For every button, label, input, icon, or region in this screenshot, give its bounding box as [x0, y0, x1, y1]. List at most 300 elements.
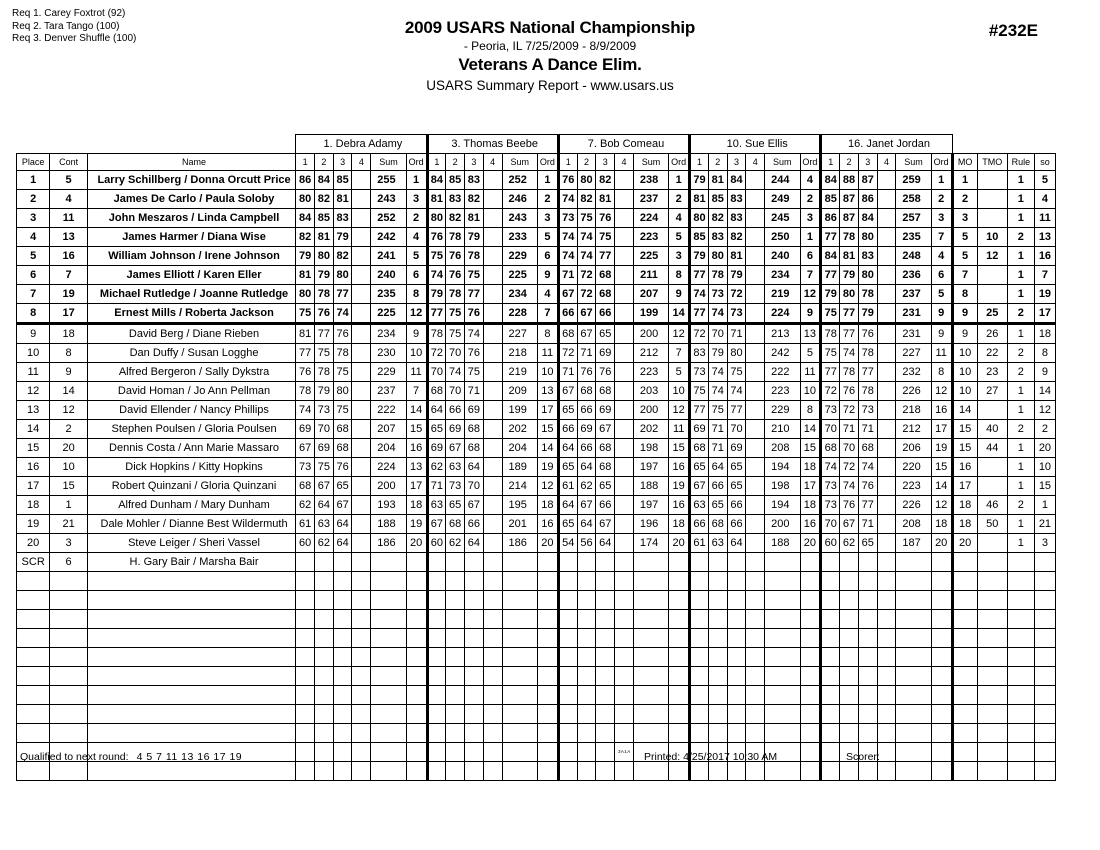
row-so: 16 [1034, 247, 1055, 266]
row-j3-score3: 68 [596, 266, 615, 285]
row-j2-score2: 73 [446, 477, 465, 496]
table-row-empty [17, 667, 1056, 686]
empty-cell [596, 648, 615, 667]
row-j5-ord: 1 [931, 171, 952, 190]
empty-cell [633, 686, 668, 705]
empty-cell [352, 686, 371, 705]
empty-cell [465, 591, 484, 610]
row-j2-score1: 76 [427, 228, 446, 247]
empty-cell [952, 686, 977, 705]
empty-cell [821, 667, 840, 686]
row-j2-score4 [483, 477, 502, 496]
empty-cell [314, 724, 333, 743]
row-j2-score2: 76 [446, 266, 465, 285]
row-j1-sum: 235 [371, 285, 406, 304]
empty-cell [17, 572, 50, 591]
row-rule: 1 [1007, 285, 1034, 304]
empty-cell [840, 591, 859, 610]
empty-cell [50, 724, 88, 743]
row-j4-score1 [690, 553, 709, 572]
empty-cell [727, 667, 746, 686]
empty-cell [977, 686, 1007, 705]
row-j4-score2: 74 [708, 382, 727, 401]
empty-cell [800, 648, 821, 667]
row-contestant-number: 1 [50, 496, 88, 515]
row-j2-ord: 20 [537, 534, 558, 553]
row-j2-score4 [483, 534, 502, 553]
row-mo: 5 [952, 247, 977, 266]
row-j2-score2: 75 [446, 304, 465, 324]
row-j2-score3: 68 [465, 420, 484, 439]
row-j3-score4 [615, 344, 634, 363]
row-j3-sum: 199 [633, 304, 668, 324]
row-j4-ord: 3 [800, 209, 821, 228]
row-skater-names: James De Carlo / Paula Soloby [87, 190, 295, 209]
row-j2-ord: 4 [537, 285, 558, 304]
empty-cell [800, 667, 821, 686]
row-tmo: 10 [977, 228, 1007, 247]
row-so: 21 [1034, 515, 1055, 534]
row-j3-score2: 75 [577, 209, 596, 228]
empty-cell [765, 572, 800, 591]
row-skater-names: Ernest Mills / Roberta Jackson [87, 304, 295, 324]
row-mo [952, 553, 977, 572]
row-j2-score2: 70 [446, 382, 465, 401]
event-number: #232E [988, 21, 1038, 40]
row-j1-score3: 85 [333, 171, 352, 190]
row-j3-sum: 196 [633, 515, 668, 534]
row-skater-names: Dennis Costa / Ann Marie Massaro [87, 439, 295, 458]
row-place: 16 [17, 458, 50, 477]
row-j4-score2: 70 [708, 324, 727, 344]
row-mo: 9 [952, 324, 977, 344]
row-j3-score2: 72 [577, 266, 596, 285]
judge-group-header-4: 10. Sue Ellis [690, 135, 821, 154]
empty-cell [840, 724, 859, 743]
row-skater-names: Stephen Poulsen / Gloria Poulsen [87, 420, 295, 439]
table-row [17, 344, 1056, 363]
empty-cell [669, 667, 690, 686]
row-j2-score1: 77 [427, 304, 446, 324]
column-header-j2-1: 1 [427, 154, 446, 171]
row-j3-score3: 66 [596, 304, 615, 324]
row-j4-score1: 79 [690, 171, 709, 190]
row-j3-score1: 67 [558, 285, 577, 304]
row-j5-sum [896, 553, 931, 572]
row-skater-names: William Johnson / Irene Johnson [87, 247, 295, 266]
row-j4-ord: 1 [800, 228, 821, 247]
empty-cell [465, 629, 484, 648]
row-j5-score4 [877, 190, 896, 209]
row-j3-score1: 74 [558, 228, 577, 247]
row-j5-ord: 7 [931, 228, 952, 247]
empty-cell [858, 591, 877, 610]
empty-cell [314, 686, 333, 705]
row-j2-ord: 16 [537, 515, 558, 534]
row-j3-score4 [615, 477, 634, 496]
row-j1-score1: 75 [296, 304, 315, 324]
empty-cell [669, 686, 690, 705]
row-so: 19 [1034, 285, 1055, 304]
empty-cell [296, 572, 315, 591]
row-rule: 1 [1007, 247, 1034, 266]
row-rule: 2 [1007, 496, 1034, 515]
row-contestant-number: 9 [50, 363, 88, 382]
row-skater-names: Robert Quinzani / Gloria Quinzani [87, 477, 295, 496]
column-header-j2-ord: Ord [537, 154, 558, 171]
empty-cell [727, 591, 746, 610]
row-j1-sum: 186 [371, 534, 406, 553]
row-j4-score1: 81 [690, 190, 709, 209]
empty-cell [821, 705, 840, 724]
row-j3-score1: 73 [558, 209, 577, 228]
row-j1-score3: 76 [333, 458, 352, 477]
row-j2-score3: 70 [465, 477, 484, 496]
row-tmo: 26 [977, 324, 1007, 344]
row-j2-score2: 63 [446, 458, 465, 477]
row-j1-score2: 69 [314, 439, 333, 458]
row-j2-score2 [446, 553, 465, 572]
empty-cell [558, 724, 577, 743]
row-j2-ord: 6 [537, 247, 558, 266]
row-j5-score1: 68 [821, 439, 840, 458]
column-header-j1-ord: Ord [406, 154, 427, 171]
empty-cell [746, 724, 765, 743]
empty-cell [87, 705, 295, 724]
row-j2-score1: 79 [427, 285, 446, 304]
row-j1-score4 [352, 285, 371, 304]
row-j5-score1: 77 [821, 363, 840, 382]
row-skater-names: Michael Rutledge / Joanne Rutledge [87, 285, 295, 304]
row-j2-sum: 189 [502, 458, 537, 477]
empty-cell [1034, 572, 1055, 591]
empty-cell [800, 591, 821, 610]
column-header-j1-1: 1 [296, 154, 315, 171]
column-header-j4-ord: Ord [800, 154, 821, 171]
empty-cell [727, 648, 746, 667]
row-j5-sum: 258 [896, 190, 931, 209]
row-j1-ord: 15 [406, 420, 427, 439]
row-j3-score3: 68 [596, 382, 615, 401]
row-j1-score4 [352, 439, 371, 458]
row-j1-score1: 68 [296, 477, 315, 496]
empty-cell [821, 724, 840, 743]
row-rule: 1 [1007, 171, 1034, 190]
row-contestant-number: 12 [50, 401, 88, 420]
empty-cell [17, 724, 50, 743]
row-j3-sum: 225 [633, 247, 668, 266]
row-j2-score1: 69 [427, 439, 446, 458]
row-j2-ord: 5 [537, 228, 558, 247]
row-j3-score1: 64 [558, 439, 577, 458]
empty-cell [296, 591, 315, 610]
row-rule: 1 [1007, 477, 1034, 496]
row-tmo [977, 209, 1007, 228]
empty-cell [877, 572, 896, 591]
report-header [0, 0, 1100, 120]
empty-cell [296, 667, 315, 686]
row-j1-score1: 80 [296, 285, 315, 304]
empty-cell [633, 591, 668, 610]
row-j1-score4 [352, 324, 371, 344]
empty-cell [896, 648, 931, 667]
row-so: 11 [1034, 209, 1055, 228]
column-header-place: Place [17, 154, 50, 171]
row-place: 9 [17, 324, 50, 344]
empty-cell [333, 705, 352, 724]
empty-cell [800, 629, 821, 648]
column-header-j3-3: 3 [596, 154, 615, 171]
row-j5-score4 [877, 344, 896, 363]
row-j1-sum: 193 [371, 496, 406, 515]
row-j3-score4 [615, 458, 634, 477]
row-j1-ord: 17 [406, 477, 427, 496]
row-j4-score4 [746, 401, 765, 420]
table-row [17, 515, 1056, 534]
row-j1-ord: 12 [406, 304, 427, 324]
row-rule: 2 [1007, 344, 1034, 363]
empty-cell [537, 667, 558, 686]
row-j1-score1: 86 [296, 171, 315, 190]
empty-cell [1007, 667, 1034, 686]
row-so: 2 [1034, 420, 1055, 439]
row-j1-sum: 237 [371, 382, 406, 401]
requirement-line-2: Req 2. Tara Tango (100) [12, 20, 120, 32]
row-rule: 1 [1007, 324, 1034, 344]
column-header-j5-2: 2 [840, 154, 859, 171]
row-j3-score4 [615, 190, 634, 209]
empty-cell [371, 724, 406, 743]
empty-cell [314, 648, 333, 667]
empty-cell [931, 667, 952, 686]
row-contestant-number: 18 [50, 324, 88, 344]
empty-cell [577, 591, 596, 610]
row-so: 4 [1034, 190, 1055, 209]
row-j4-ord: 4 [800, 171, 821, 190]
row-j5-score2: 87 [840, 209, 859, 228]
row-contestant-number: 4 [50, 190, 88, 209]
row-tmo: 25 [977, 304, 1007, 324]
empty-cell [333, 572, 352, 591]
row-j4-sum: 188 [765, 534, 800, 553]
row-j5-score4 [877, 496, 896, 515]
row-j1-score3: 81 [333, 190, 352, 209]
row-j5-sum: 206 [896, 439, 931, 458]
empty-cell [296, 629, 315, 648]
row-j4-sum: 222 [765, 363, 800, 382]
empty-cell [877, 591, 896, 610]
row-rule: 2 [1007, 228, 1034, 247]
table-row-empty [17, 724, 1056, 743]
row-j1-score1: 78 [296, 382, 315, 401]
row-contestant-number: 2 [50, 420, 88, 439]
row-j1-score2: 81 [314, 228, 333, 247]
row-j4-score2: 82 [708, 209, 727, 228]
row-j2-ord: 9 [537, 266, 558, 285]
row-so: 15 [1034, 477, 1055, 496]
empty-cell [858, 705, 877, 724]
row-tmo [977, 534, 1007, 553]
empty-cell [633, 667, 668, 686]
empty-cell [633, 648, 668, 667]
empty-cell [615, 667, 634, 686]
row-j2-sum: 201 [502, 515, 537, 534]
row-j3-score1 [558, 553, 577, 572]
row-j4-score1: 83 [690, 344, 709, 363]
row-j4-ord: 15 [800, 439, 821, 458]
row-j3-sum: 211 [633, 266, 668, 285]
table-head [17, 135, 1056, 171]
row-j2-ord: 15 [537, 420, 558, 439]
requirement-line-3: Req 3. Denver Shuffle (100) [12, 33, 137, 44]
row-j4-score3: 69 [727, 439, 746, 458]
empty-cell [931, 648, 952, 667]
row-j3-score1: 66 [558, 420, 577, 439]
row-j2-score4 [483, 266, 502, 285]
row-j1-score3: 80 [333, 266, 352, 285]
empty-cell [952, 591, 977, 610]
empty-cell [615, 686, 634, 705]
row-so: 13 [1034, 228, 1055, 247]
row-j3-score2: 82 [577, 190, 596, 209]
empty-cell [87, 610, 295, 629]
row-so [1034, 553, 1055, 572]
empty-cell [577, 629, 596, 648]
row-j5-sum: 208 [896, 515, 931, 534]
row-tmo: 12 [977, 247, 1007, 266]
empty-cell [558, 572, 577, 591]
empty-cell [558, 591, 577, 610]
empty-cell [17, 629, 50, 648]
row-j2-sum: 227 [502, 324, 537, 344]
row-j4-score3: 83 [727, 190, 746, 209]
row-j4-score4 [746, 534, 765, 553]
empty-cell [465, 667, 484, 686]
event-title: 2009 USARS National Championship [404, 18, 696, 37]
judge-group-header-2: 3. Thomas Beebe [427, 135, 558, 154]
empty-cell [406, 591, 427, 610]
row-tmo: 23 [977, 363, 1007, 382]
row-j5-ord: 14 [931, 477, 952, 496]
empty-cell [840, 610, 859, 629]
row-j4-score4 [746, 496, 765, 515]
empty-cell [708, 724, 727, 743]
row-j2-score4 [483, 401, 502, 420]
empty-cell [427, 591, 446, 610]
empty-cell [840, 667, 859, 686]
row-j3-score3: 69 [596, 344, 615, 363]
row-j4-score2: 74 [708, 363, 727, 382]
row-j2-score1: 64 [427, 401, 446, 420]
row-j3-ord: 5 [669, 363, 690, 382]
row-j1-score4 [352, 266, 371, 285]
row-j2-score2: 65 [446, 496, 465, 515]
row-contestant-number: 10 [50, 458, 88, 477]
row-j1-sum: 229 [371, 363, 406, 382]
row-j2-score3: 83 [465, 171, 484, 190]
row-j3-sum: 203 [633, 382, 668, 401]
row-j4-score4 [746, 247, 765, 266]
row-j3-score1: 67 [558, 382, 577, 401]
empty-cell [858, 648, 877, 667]
row-j1-score1: 74 [296, 401, 315, 420]
row-mo: 1 [952, 171, 977, 190]
row-j1-score4 [352, 515, 371, 534]
empty-cell [765, 591, 800, 610]
empty-cell [371, 572, 406, 591]
table-row [17, 496, 1056, 515]
row-j5-sum: 220 [896, 458, 931, 477]
row-so: 8 [1034, 344, 1055, 363]
empty-cell [821, 629, 840, 648]
empty-cell [858, 724, 877, 743]
row-j1-ord: 4 [406, 228, 427, 247]
row-j1-score3: 82 [333, 247, 352, 266]
row-j2-score4 [483, 363, 502, 382]
row-j1-sum: 242 [371, 228, 406, 247]
empty-cell [821, 648, 840, 667]
row-j5-ord: 12 [931, 496, 952, 515]
row-mo: 9 [952, 304, 977, 324]
empty-cell [17, 667, 50, 686]
row-j5-score4 [877, 363, 896, 382]
row-j3-ord: 1 [669, 171, 690, 190]
results-body [17, 171, 1056, 781]
row-j1-sum: 255 [371, 171, 406, 190]
row-rule: 1 [1007, 534, 1034, 553]
row-j2-ord: 3 [537, 209, 558, 228]
row-j5-score3: 78 [858, 344, 877, 363]
row-j3-sum: 223 [633, 363, 668, 382]
row-j5-score1: 73 [821, 477, 840, 496]
empty-cell [708, 610, 727, 629]
row-j5-score4 [877, 477, 896, 496]
judge-group-header-5: 16. Janet Jordan [821, 135, 952, 154]
row-j5-score1: 75 [821, 304, 840, 324]
row-j4-score3: 66 [727, 515, 746, 534]
empty-cell [931, 572, 952, 591]
row-j2-score2: 85 [446, 171, 465, 190]
row-j5-score3: 84 [858, 209, 877, 228]
row-j4-score2: 78 [708, 266, 727, 285]
row-j5-score1: 75 [821, 344, 840, 363]
row-j1-score1: 76 [296, 363, 315, 382]
empty-cell [690, 572, 709, 591]
row-j2-score4 [483, 344, 502, 363]
row-j3-score4 [615, 209, 634, 228]
row-j4-score2: 66 [708, 477, 727, 496]
empty-cell [371, 629, 406, 648]
row-j1-ord: 11 [406, 363, 427, 382]
empty-cell [1034, 591, 1055, 610]
judge-group-spacer-place [17, 135, 50, 154]
row-j3-score3: 76 [596, 209, 615, 228]
empty-cell [371, 686, 406, 705]
empty-cell [952, 648, 977, 667]
row-skater-names: Larry Schillberg / Donna Orcutt Price [87, 171, 295, 190]
row-j4-score4 [746, 515, 765, 534]
row-j2-sum: 218 [502, 344, 537, 363]
empty-cell [352, 705, 371, 724]
results-table [16, 134, 1056, 781]
row-j5-sum: 236 [896, 266, 931, 285]
row-j4-sum: 194 [765, 496, 800, 515]
empty-cell [746, 629, 765, 648]
table-row [17, 285, 1056, 304]
empty-cell [931, 705, 952, 724]
row-j1-score2: 82 [314, 190, 333, 209]
row-j4-sum: 250 [765, 228, 800, 247]
